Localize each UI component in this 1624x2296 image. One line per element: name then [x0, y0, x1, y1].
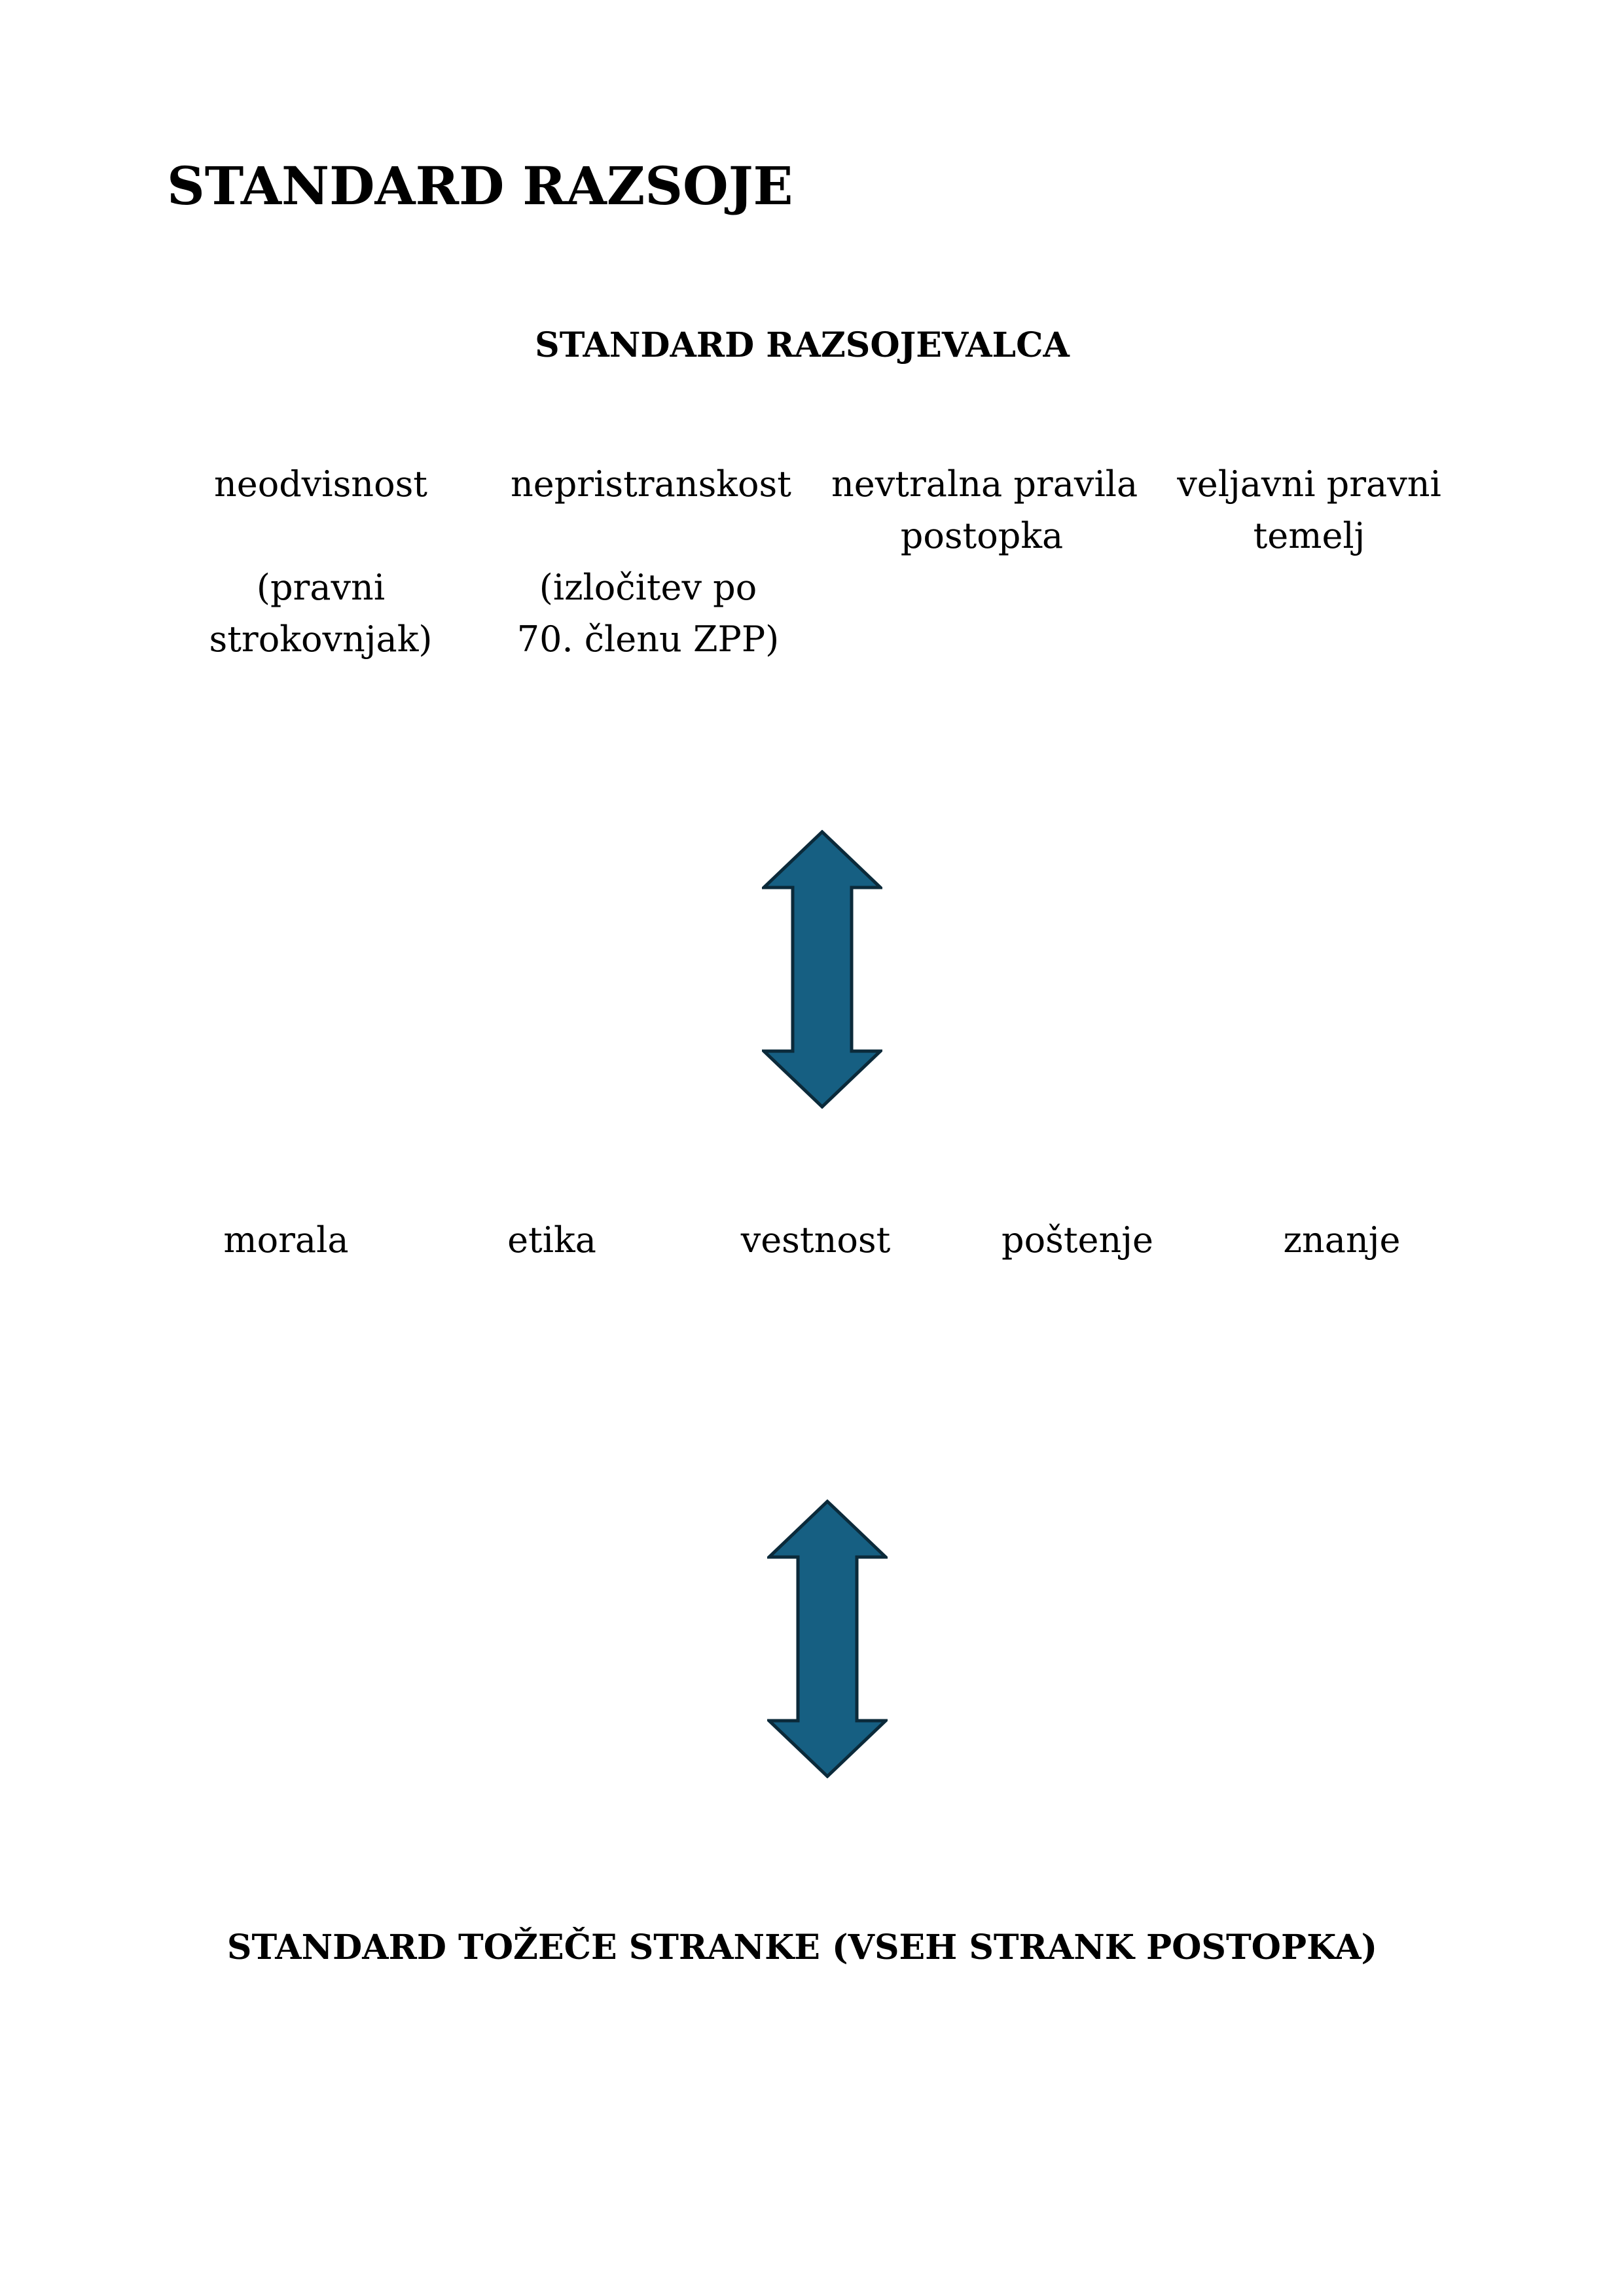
standard-item-line: strokovnjak): [209, 619, 433, 660]
trait-morals: morala: [223, 1219, 349, 1261]
standard-item-spacer: [190, 510, 452, 562]
standard-item-legal-basis: [1172, 458, 1447, 562]
claimant-standard-heading: STANDARD TOŽEČE STRANKE (VSEH STRANK POSTOPKA): [226, 1928, 1378, 1967]
standard-item-line: nepristranskost: [511, 463, 791, 505]
standard-item-independence: [190, 458, 452, 665]
double-headed-vertical-arrow-icon: [767, 1499, 888, 1778]
page-title: STANDARD RAZSOJE: [167, 155, 793, 217]
trait-knowledge: znanje: [1283, 1219, 1401, 1261]
arrow-shape: [769, 1501, 886, 1776]
arrow-shape: [764, 832, 880, 1107]
standard-item-impartiality: [511, 458, 791, 665]
standard-item-line: neodvisnost: [213, 463, 427, 505]
standard-item-line: nevtralna pravila: [831, 463, 1138, 505]
trait-honesty: poštenje: [1001, 1219, 1153, 1261]
double-headed-vertical-arrow-icon: [762, 830, 882, 1109]
standard-item-line: temelj: [1253, 515, 1365, 556]
arbitrator-standard-heading: STANDARD RAZSOJEVALCA: [535, 325, 1070, 365]
standard-item-line: (izločitev po: [539, 567, 757, 608]
standard-item-neutral-rules: [831, 458, 1138, 562]
trait-diligence: vestnost: [740, 1219, 891, 1261]
standard-item-spacer: [511, 510, 785, 562]
standard-item-line: 70. členu ZPP): [516, 619, 780, 660]
standard-item-line: veljavni pravni: [1177, 463, 1441, 505]
standard-item-line: postopka: [900, 515, 1064, 556]
trait-ethics: etika: [507, 1219, 596, 1261]
standard-item-line: (pravni: [256, 567, 386, 608]
